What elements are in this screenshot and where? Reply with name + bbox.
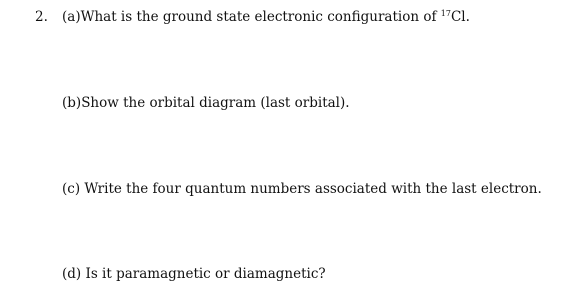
part-c-text: Write the four quantum numbers associated with the last electron. [84,181,542,197]
question-number: 2. [35,9,48,25]
part-b [62,94,350,112]
part-d-label: (d) [62,266,82,282]
part-c-label: (c) [62,181,81,197]
part-b-label: (b) [62,95,82,111]
element-symbol: Cl. [450,9,470,25]
part-d-text: Is it paramagnetic or diamagnetic? [85,266,326,282]
part-a-label: (a) [62,9,81,25]
part-c [62,180,542,198]
isotope-mass-number: 17 [440,9,451,18]
part-a [62,8,470,26]
part-a-text: What is the ground state electronic configuration of [80,9,441,25]
part-d [62,265,326,283]
part-b-text: Show the orbital diagram (last orbital). [81,95,350,111]
